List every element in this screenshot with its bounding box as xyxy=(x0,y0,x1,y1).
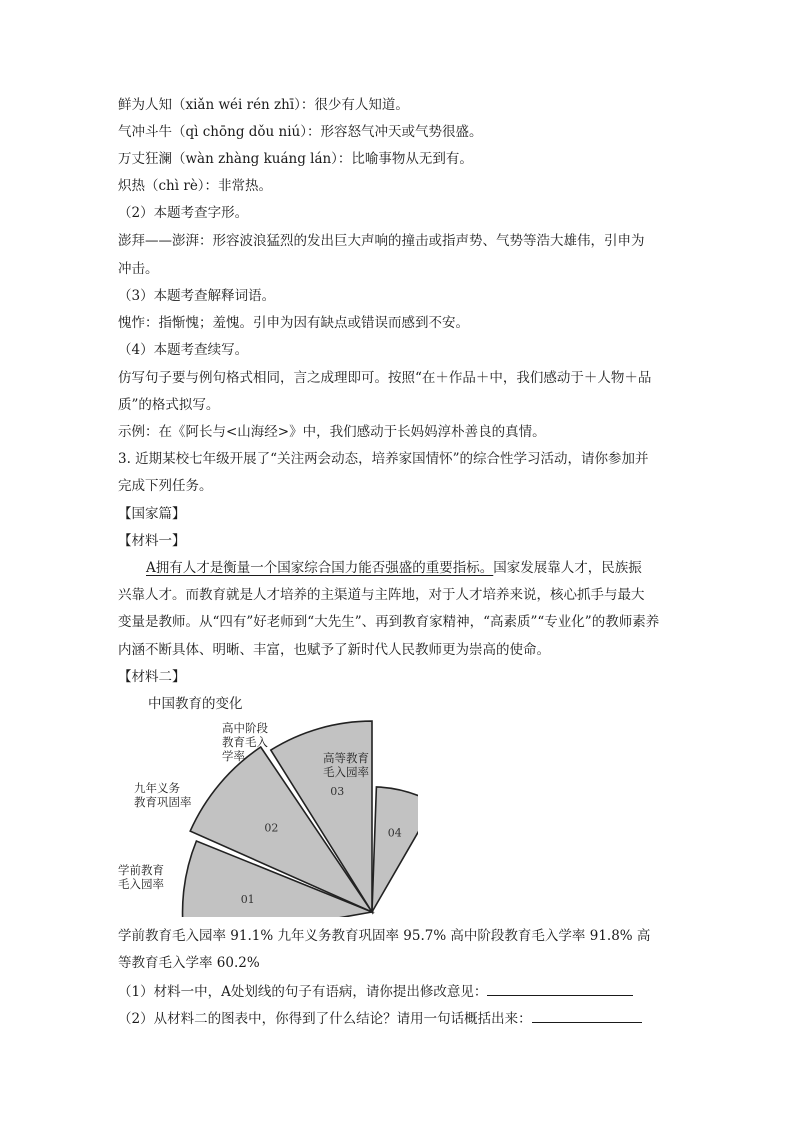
text-line: 愧怍：指惭愧；羞愧。引申为因有缺点或错误而感到不安。 xyxy=(118,315,469,331)
question-2-text: （2）从材料二的图表中，你得到了什么结论？请用一句话概括出来： xyxy=(118,1011,532,1027)
category-label: 高中阶段 xyxy=(222,721,268,735)
section-heading: 【国家篇】 xyxy=(118,506,186,522)
sector-label-01: 01 xyxy=(240,892,255,906)
material1-text: 国家发展靠人才，民族振 xyxy=(493,560,642,576)
category-label: 毛入园率 xyxy=(323,765,369,779)
sector-label-03: 03 xyxy=(330,784,345,798)
category-label: 学率 xyxy=(222,749,245,763)
text-line: （3）本题考查解释词语。 xyxy=(118,288,276,304)
sector-label-02: 02 xyxy=(264,821,279,835)
text-line: 炽热（chì rè）：非常热。 xyxy=(118,178,273,194)
question-1 xyxy=(118,981,633,1002)
material1-line: 内涵不断具体、明晰、丰富，也赋予了新时代人民教师更为崇高的使命。 xyxy=(118,642,550,658)
question-3-line: 完成下列任务。 xyxy=(118,478,213,494)
material1-first-line xyxy=(146,558,642,578)
text-line: （4）本题考查续写。 xyxy=(118,342,249,358)
education-fan-chart xyxy=(118,712,418,917)
chart-data-line: 等教育毛入学率 60.2% xyxy=(118,955,260,971)
text-line: 万丈狂澜（wàn zhàng kuáng lán）：比喻事物从无到有。 xyxy=(118,151,473,167)
answer-blank[interactable] xyxy=(532,1008,642,1023)
question-3-line: 3. 近期某校七年级开展了“关注两会动态，培养家国情怀”的综合性学习活动，请你参加并 xyxy=(118,451,649,467)
sector-label-04: 04 xyxy=(387,826,402,840)
question-2 xyxy=(118,1008,642,1029)
category-label: 教育毛入 xyxy=(222,735,268,749)
text-line: 鲜为人知（xiǎn wéi rén zhī）：很少有人知道。 xyxy=(118,97,409,113)
underlined-sentence-a: A拥有人才是衡量一个国家综合国力能否强盛的重要指标。 xyxy=(146,560,494,576)
fan-sector-04 xyxy=(372,787,418,912)
text-line: （2）本题考查字形。 xyxy=(118,205,249,221)
material1-line: 变量是教师。从“四有”好老师到“大先生”、再到教育家精神，“高素质”“专业化”的教师素养 xyxy=(118,614,660,630)
text-line: 质”的格式拟写。 xyxy=(118,397,220,413)
text-line: 冲击。 xyxy=(118,261,159,277)
answer-blank[interactable] xyxy=(487,981,633,996)
material-heading: 【材料二】 xyxy=(118,669,186,685)
category-label: 教育巩固率 xyxy=(134,795,192,809)
text-line: 仿写句子要与例句格式相同，言之成理即可。按照“在＋作品＋中，我们感动于＋人物＋品 xyxy=(118,370,652,386)
question-1-text: （1）材料一中，A处划线的句子有语病，请你提出修改意见： xyxy=(118,984,488,1000)
text-line: 气冲斗牛（qì chōng dǒu niú）：形容怒气冲天或气势很盛。 xyxy=(118,124,483,140)
category-label: 毛入园率 xyxy=(118,877,164,891)
material1-line: 兴靠人才。而教育就是人才培养的主渠道与主阵地，对于人才培养来说，核心抓手与最大 xyxy=(118,587,645,603)
text-line: 澎拜——澎湃：形容波浪猛烈的发出巨大声响的撞击或指声势、气势等浩大雄伟，引申为 xyxy=(118,233,645,249)
chart-title: 中国教育的变化 xyxy=(148,696,243,712)
category-label: 高等教育 xyxy=(323,751,369,765)
category-label: 学前教育 xyxy=(118,863,164,877)
text-line: 示例：在《阿长与<山海经>》中，我们感动于长妈妈淳朴善良的真情。 xyxy=(118,424,546,440)
category-label: 九年义务 xyxy=(134,781,180,795)
material-heading: 【材料一】 xyxy=(118,533,186,549)
chart-data-line: 学前教育毛入园率 91.1% 九年义务教育巩固率 95.7% 高中阶段教育毛入学率 91.8% 高 xyxy=(118,928,651,944)
